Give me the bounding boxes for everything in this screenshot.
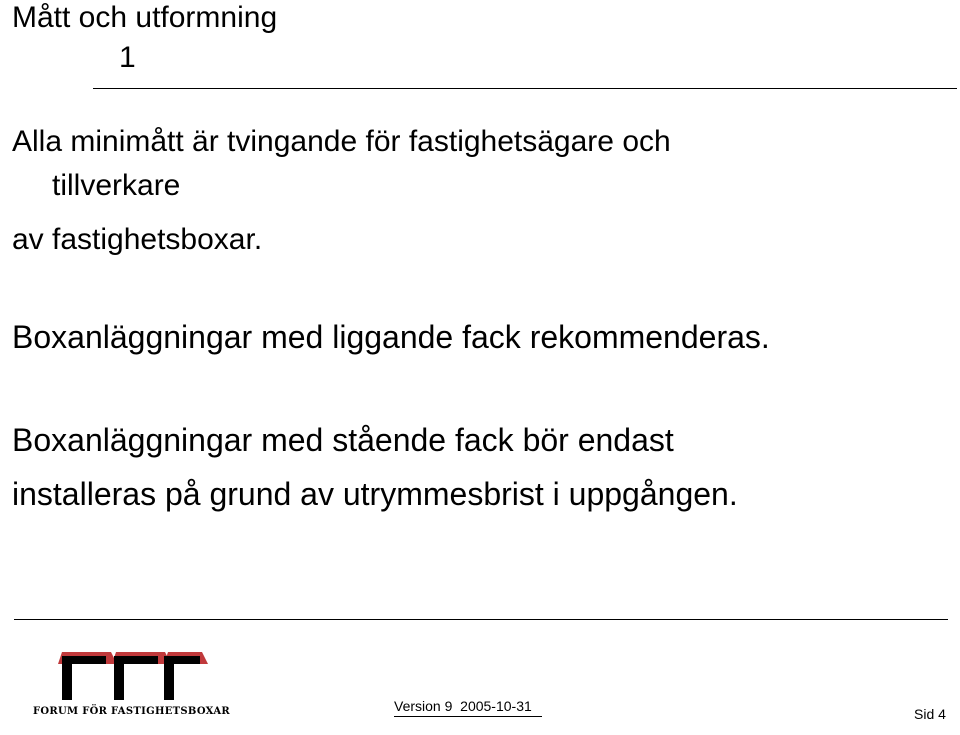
paragraph-1-line-3: av fastighetsboxar. (12, 223, 263, 256)
page-number: Sid 4 (914, 706, 946, 722)
logo-caption: FORUM FÖR FASTIGHETSBOXAR (33, 706, 231, 717)
section-number: 1 (119, 41, 136, 74)
paragraph-3-line-2: installeras på grund av utrymmesbrist i uppgången. (12, 476, 738, 512)
paragraph-3-line-1: Boxanläggningar med stående fack bör endast (12, 422, 674, 458)
logo-house-2 (112, 652, 171, 700)
logo-house-1 (58, 652, 117, 700)
logo-house-3 (164, 652, 208, 700)
page-title: Mått och utformning (12, 1, 278, 34)
version-date: 2005-10-31 (460, 698, 532, 714)
paragraph-2: Boxanläggningar med liggande fack rekommenderas. (12, 319, 770, 355)
footer-version-underline (394, 716, 542, 717)
top-divider (93, 88, 957, 89)
version-label: Version 9 (394, 698, 453, 714)
footer-version (394, 698, 532, 714)
paragraph-1-line-1: Alla minimått är tvingande för fastighetsägare och (12, 125, 671, 158)
paragraph-1-line-2: tillverkare (52, 169, 181, 202)
bottom-divider (14, 619, 948, 620)
forum-logo (18, 634, 230, 734)
